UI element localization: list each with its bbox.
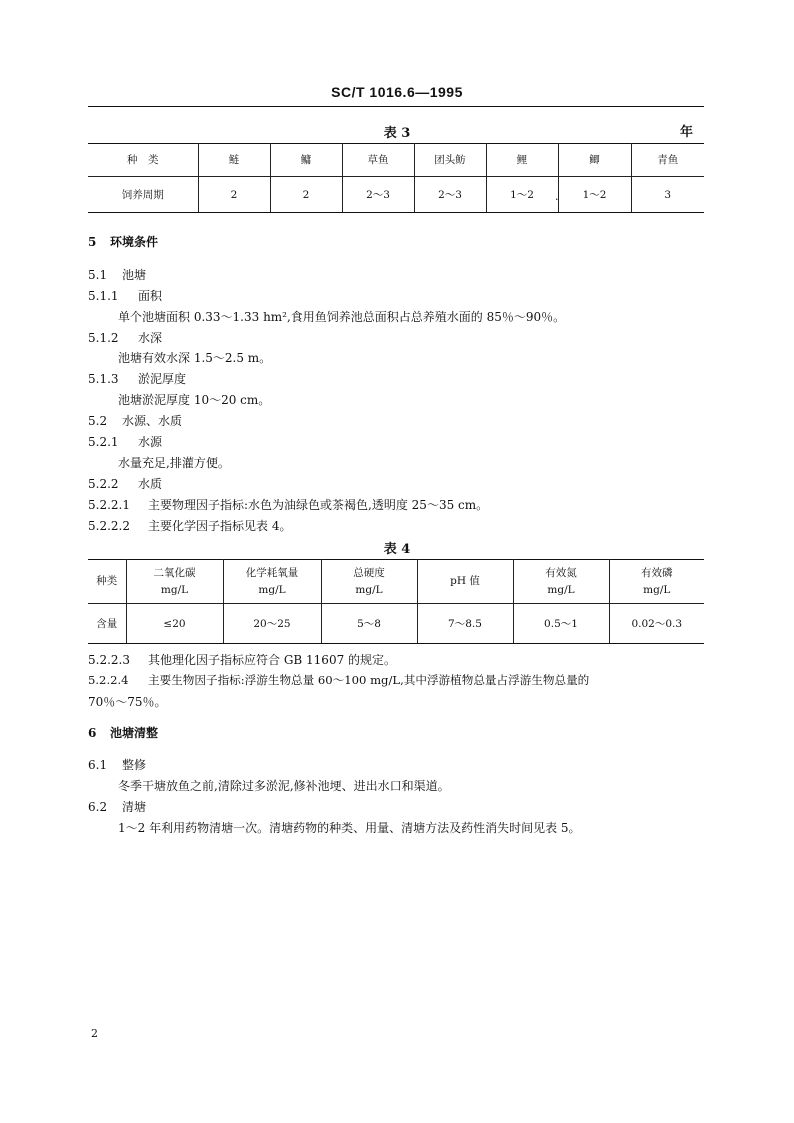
section-5-2-1-heading [88, 433, 162, 450]
section-5-1-2-heading [88, 329, 162, 346]
section-5-1-heading [88, 266, 146, 283]
table4-data-row [88, 604, 704, 644]
section-text: 主要生物因子指标:浮游生物总量 60～100 mg/L,其中浮游植物总量占浮游生物总量的 [148, 673, 590, 687]
header-rule [88, 106, 704, 107]
section-5-2-2-4 [88, 672, 589, 688]
section-title: 整修 [122, 758, 147, 772]
section-5-2-2-heading [88, 475, 162, 492]
section-title: 面积 [138, 289, 163, 303]
table3-stray-mark: . [555, 190, 559, 203]
table4-cell: 5～8 [321, 604, 417, 644]
section-title: 清塘 [122, 800, 147, 814]
section-6-1-text: 冬季干塘放鱼之前,清除过多淤泥,修补池埂、进出水口和渠道。 [118, 779, 450, 793]
section-5-1-1-heading [88, 287, 162, 304]
section-title: 水源 [138, 435, 163, 449]
table3-cell: 1～2 [558, 177, 631, 213]
section-5-1-1-text: 单个池塘面积 0.33～1.33 hm²,食用鱼饲养池总面积占总养殖水面的 85％～90％。 [118, 310, 566, 324]
page-number: 2 [91, 1027, 98, 1040]
section-5-1-2-text: 池塘有效水深 1.5～2.5 m。 [118, 351, 272, 365]
section-6-heading [88, 724, 158, 741]
table3-cell: 2～3 [342, 177, 414, 213]
section-number: 5.2.2.3 [88, 653, 130, 667]
table3-data-row [88, 177, 704, 213]
section-6-2-heading [88, 798, 146, 815]
table4-header-cell: 种类 [88, 560, 126, 604]
section-number: 6.1 [88, 758, 108, 772]
table3-header-cell: 种 类 [88, 144, 198, 177]
table3-caption: 表 3 [383, 126, 411, 141]
section-number: 5.2 [88, 414, 108, 428]
section-title: 水源、水质 [122, 414, 183, 428]
section-title: 水深 [138, 331, 163, 345]
table3-header-cell: 鲢 [198, 144, 270, 177]
section-5-heading [88, 233, 158, 250]
section-5-2-2-2 [88, 517, 291, 534]
table3-header-row [88, 144, 704, 177]
section-number: 6.2 [88, 800, 108, 814]
table4-header-cell: 二氧化碳 mg/L [126, 560, 223, 604]
table4-cell: 20～25 [223, 604, 321, 644]
section-6-1-heading [88, 756, 146, 773]
table4-header-cell: pH 值 [417, 560, 513, 604]
section-5-2-2-3 [88, 651, 396, 668]
table3-header-cell: 鲫 [558, 144, 631, 177]
section-text: 主要物理因子指标:水色为油绿色或茶褐色,透明度 25～35 cm。 [148, 498, 489, 512]
table3-unit: 年 [680, 125, 694, 140]
section-title: 水质 [138, 477, 163, 491]
section-6-2-text: 1～2 年利用药物清塘一次。清塘药物的种类、用量、清塘方法及药性消失时间见表 5。 [118, 821, 581, 835]
table3-cell: 2～3 [414, 177, 486, 213]
table4-cell: 0.02～0.3 [609, 604, 704, 644]
section-number: 5.2.1 [88, 435, 119, 449]
table4-header-cell: 有效氮 mg/L [513, 560, 609, 604]
section-number: 5.1.2 [88, 331, 119, 345]
table3-header-cell: 团头鲂 [414, 144, 486, 177]
section-title: 池塘 [122, 268, 147, 282]
section-number: 5.2.2.2 [88, 519, 130, 533]
table3-header-cell: 草鱼 [342, 144, 414, 177]
table4-caption: 表 4 [383, 542, 411, 557]
section-number: 5.2.2.1 [88, 498, 130, 512]
section-number: 5.1 [88, 268, 108, 282]
section-text: 其他理化因子指标应符合 GB 11607 的规定。 [148, 653, 397, 667]
section-number: 5.1.1 [88, 289, 119, 303]
table3-header-cell: 鲤 [486, 144, 558, 177]
standard-number: SC/T 1016.6—1995 [331, 84, 463, 100]
table3-cell: 饲养周期 [88, 177, 198, 213]
table4-cell: 7～8.5 [417, 604, 513, 644]
section-5-1-3-heading [88, 370, 186, 387]
table4-header-cell: 化学耗氧量 mg/L [223, 560, 321, 604]
section-number: 5.2.2.4 [88, 673, 129, 687]
table4-header-row [88, 560, 704, 604]
section-number: 5 [88, 235, 97, 249]
section-title: 池塘清整 [110, 726, 159, 740]
table4-cell: 含量 [88, 604, 126, 644]
table3-header-cell: 鳙 [270, 144, 342, 177]
table4-cell: 0.5～1 [513, 604, 609, 644]
table4-header-cell: 有效磷 mg/L [609, 560, 704, 604]
table3 [88, 143, 704, 213]
section-number: 5.2.2 [88, 477, 119, 491]
section-title: 淤泥厚度 [138, 372, 187, 386]
table4 [88, 559, 704, 644]
section-text: 主要化学因子指标见表 4。 [148, 519, 292, 533]
table3-cell: 2 [198, 177, 270, 213]
section-5-2-2-4-continued: 70％～75％。 [88, 695, 167, 709]
section-5-2-1-text: 水量充足,排灌方便。 [118, 456, 230, 470]
table4-cell: ≤20 [126, 604, 223, 644]
section-title: 环境条件 [110, 235, 159, 249]
table4-header-cell: 总硬度 mg/L [321, 560, 417, 604]
section-number: 6 [88, 726, 97, 740]
table3-cell: 1～2 [486, 177, 558, 213]
table3-header-cell: 青鱼 [631, 144, 704, 177]
section-5-2-heading [88, 412, 182, 429]
section-5-2-2-1 [88, 496, 488, 513]
table3-cell: 3 [631, 177, 704, 213]
section-number: 5.1.3 [88, 372, 119, 386]
section-5-1-3-text: 池塘淤泥厚度 10～20 cm。 [118, 393, 271, 407]
table3-cell: 2 [270, 177, 342, 213]
